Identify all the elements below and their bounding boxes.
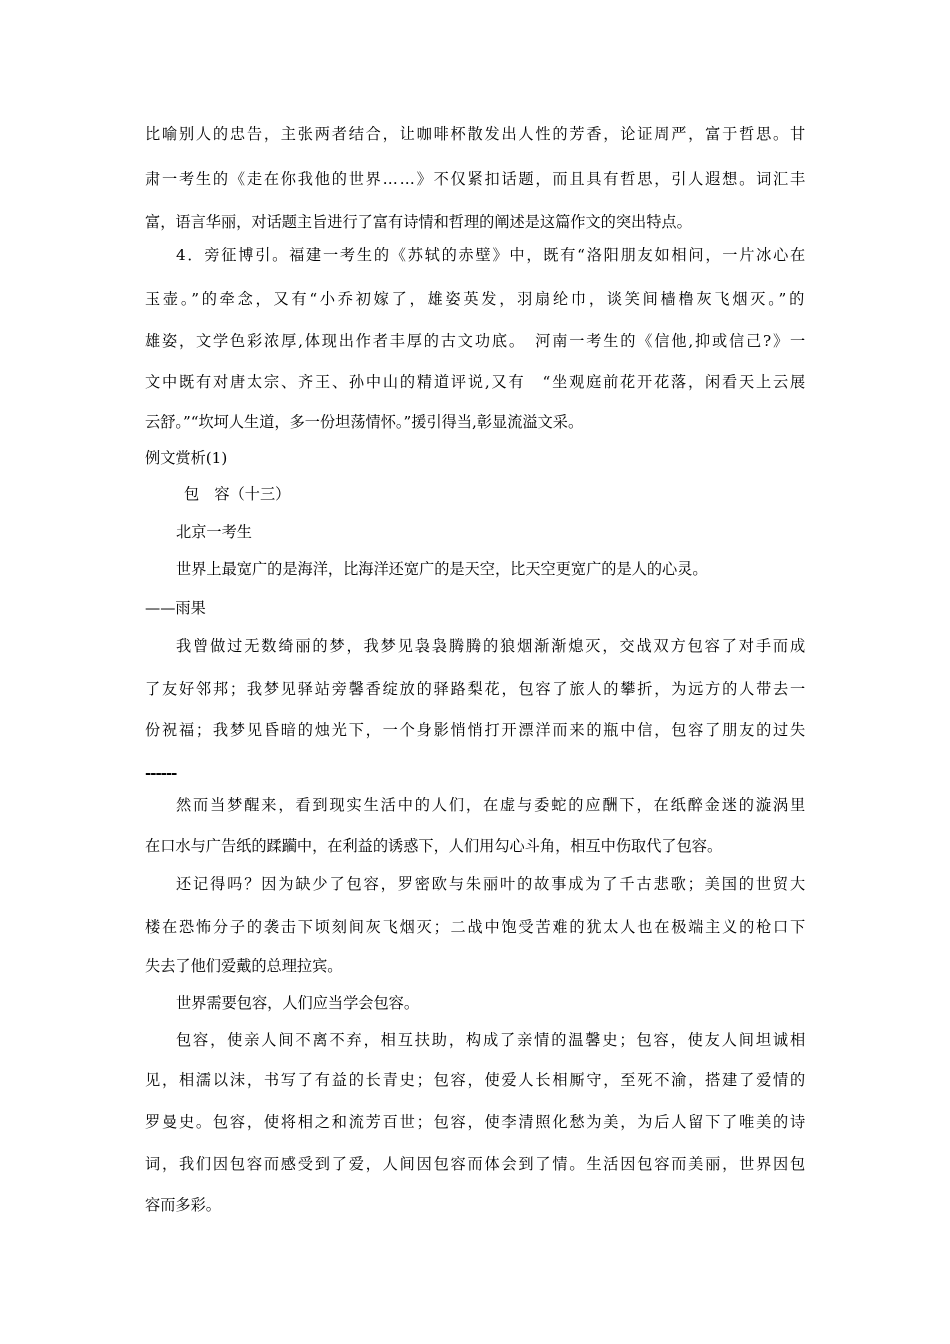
paragraph-line: 份祝福；我梦见昏暗的烛光下，一个身影悄悄打开漂洋而来的瓶中信，包容了朋友的过失 xyxy=(145,721,807,739)
paragraph-line: 比喻别人的忠告，主张两者结合，让咖啡杯散发出人性的芳香，论证周严，富于哲思。甘 xyxy=(145,125,807,143)
paragraph-line: 然而当梦醒来，看到现实生活中的人们，在虚与委蛇的应酬下，在纸醉金迷的漩涡里 xyxy=(176,796,807,814)
paragraph-line: 在口水与广告纸的蹂躏中，在利益的诱惑下，人们用勾心斗角，相互中伤取代了包容。 xyxy=(145,837,723,855)
paragraph-line: 见，相濡以沫，书写了有益的长青史；包容，使爱人长相厮守，至死不渝，搭建了爱情的 xyxy=(145,1071,807,1089)
paragraph-line: 词，我们因包容而感受到了爱，人间因包容而体会到了情。生活因包容而美丽，世界因包 xyxy=(145,1155,807,1173)
paragraph-line: 楼在恐怖分子的袭击下顷刻间灰飞烟灭；二战中饱受苦难的犹太人也在极端主义的枪口下 xyxy=(145,918,807,936)
paragraph-line: 4．旁征博引。福建一考生的《苏轼的赤壁》中，既有“洛阳朋友如相问，一片冰心在 xyxy=(176,246,807,264)
paragraph-line: 玉壶。”的牵念，又有“小乔初嫁了，雄姿英发，羽扇纶巾，谈笑间樯橹灰飞烟灭。”的 xyxy=(145,290,807,308)
section-heading: 例文赏析(1) xyxy=(145,449,228,467)
paragraph-line: 容而多彩。 xyxy=(145,1196,221,1214)
paragraph-line: 了友好邻邦；我梦见驿站旁馨香绽放的驿路梨花，包容了旅人的攀折，为远方的人带去一 xyxy=(145,680,807,698)
paragraph-line: 肃一考生的《走在你我他的世界……》不仅紧扣话题，而且具有哲思，引人遐想。词汇丰 xyxy=(145,170,807,188)
paragraph-line: 富，语言华丽，对话题主旨进行了富有诗情和哲理的阐述是这篇作文的突出特点。 xyxy=(145,213,692,231)
essay-title: 包 容（十三） xyxy=(184,485,291,503)
paragraph-line: 包容，使亲人间不离不弃，相互扶助，构成了亲情的温馨史；包容，使友人间坦诚相 xyxy=(176,1031,807,1049)
epigraph-quote: 世界上最宽广的是海洋，比海洋还宽广的是天空，比天空更宽广的是人的心灵。 xyxy=(176,560,708,578)
paragraph-line: 还记得吗？因为缺少了包容，罗密欧与朱丽叶的故事成为了千古悲歌；美国的世贸大 xyxy=(176,875,807,893)
paragraph-line: 雄姿，文学色彩浓厚,体现出作者丰厚的古文功底。 河南一考生的《信他,抑或信己?》一 xyxy=(145,332,807,350)
paragraph-line: 文中既有对唐太宗、齐王、孙中山的精道评说,又有 “坐观庭前花开花落，闲看天上云展 xyxy=(145,373,807,391)
paragraph-line: 云舒。”“坎坷人生道，多一份坦荡情怀。”援引得当,彰显流溢文采。 xyxy=(145,413,584,431)
paragraph-line: 罗曼史。包容，使将相之和流芳百世；包容，使李清照化愁为美，为后人留下了唯美的诗 xyxy=(145,1113,807,1131)
paragraph-line: 我曾做过无数绮丽的梦，我梦见袅袅腾腾的狼烟渐渐熄灭，交战双方包容了对手而成 xyxy=(176,637,807,655)
epigraph-attribution: ——雨果 xyxy=(145,599,206,617)
paragraph-line: 世界需要包容，人们应当学会包容。 xyxy=(176,994,419,1012)
paragraph-line-dashes: ------ xyxy=(145,764,177,782)
essay-author: 北京一考生 xyxy=(176,523,252,541)
paragraph-line: 失去了他们爱戴的总理拉宾。 xyxy=(145,957,343,975)
